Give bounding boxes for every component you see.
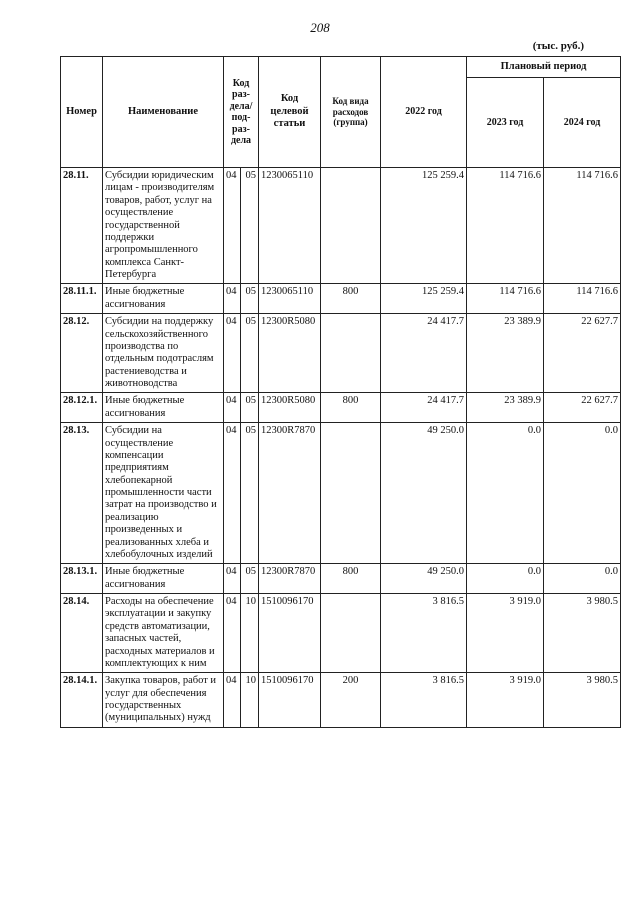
row-subsection-code: 10 xyxy=(241,673,259,728)
row-subsection-code: 10 xyxy=(241,594,259,673)
row-expense-type xyxy=(321,168,381,284)
header-planning-period: Плановый период xyxy=(467,57,621,78)
row-expense-type xyxy=(321,594,381,673)
row-section-code: 04 xyxy=(224,673,241,728)
row-value-2022: 125 259.4 xyxy=(381,168,467,284)
row-target-code: 12300R7870 xyxy=(259,423,321,564)
row-target-code: 1230065110 xyxy=(259,168,321,284)
row-section-code: 04 xyxy=(224,314,241,393)
row-value-2024: 3 980.5 xyxy=(544,594,621,673)
header-name: Наименование xyxy=(103,57,224,168)
row-value-2023: 0.0 xyxy=(467,564,544,594)
row-value-2023: 23 389.9 xyxy=(467,393,544,423)
row-expense-type xyxy=(321,423,381,564)
row-target-code: 12300R7870 xyxy=(259,564,321,594)
row-subsection-code: 05 xyxy=(241,168,259,284)
row-subsection-code: 05 xyxy=(241,284,259,314)
row-value-2024: 22 627.7 xyxy=(544,393,621,423)
row-expense-type: 200 xyxy=(321,673,381,728)
row-target-code: 12300R5080 xyxy=(259,393,321,423)
table-row xyxy=(61,168,621,284)
row-subsection-code: 05 xyxy=(241,393,259,423)
row-subsection-code: 05 xyxy=(241,423,259,564)
row-value-2024: 114 716.6 xyxy=(544,168,621,284)
row-value-2024: 0.0 xyxy=(544,564,621,594)
units-label: (тыс. руб.) xyxy=(532,40,584,52)
header-year-2024: 2024 год xyxy=(544,78,621,168)
row-name: Расходы на обеспечение эксплуатации и закупку средств автоматизации, запасных частей, расходных материалов и комплектующих к ним xyxy=(103,594,224,673)
row-name: Иные бюджетные ассигнования xyxy=(103,393,224,423)
row-subsection-code: 05 xyxy=(241,564,259,594)
row-value-2023: 114 716.6 xyxy=(467,284,544,314)
row-name: Закупка товаров, работ и услуг для обеспечения государственных (муниципальных) нужд xyxy=(103,673,224,728)
row-expense-type xyxy=(321,314,381,393)
row-target-code: 1230065110 xyxy=(259,284,321,314)
row-value-2023: 114 716.6 xyxy=(467,168,544,284)
row-target-code: 12300R5080 xyxy=(259,314,321,393)
row-target-code: 1510096170 xyxy=(259,673,321,728)
header-target-code: Код целевой статьи xyxy=(259,57,321,168)
row-value-2023: 0.0 xyxy=(467,423,544,564)
row-number: 28.12.1. xyxy=(61,393,103,423)
row-value-2024: 22 627.7 xyxy=(544,314,621,393)
row-name: Иные бюджетные ассигнования xyxy=(103,284,224,314)
row-name: Субсидии на поддержку сельскохозяйственного производства по отдельным подотраслям растениеводства и животноводства xyxy=(103,314,224,393)
row-value-2023: 3 919.0 xyxy=(467,594,544,673)
page-number: 208 xyxy=(310,20,330,35)
table-row xyxy=(61,673,621,728)
row-value-2022: 3 816.5 xyxy=(381,673,467,728)
row-expense-type: 800 xyxy=(321,284,381,314)
row-target-code: 1510096170 xyxy=(259,594,321,673)
header-number: Номер xyxy=(61,57,103,168)
row-value-2024: 3 980.5 xyxy=(544,673,621,728)
row-value-2022: 3 816.5 xyxy=(381,594,467,673)
row-section-code: 04 xyxy=(224,393,241,423)
row-number: 28.11.1. xyxy=(61,284,103,314)
row-value-2022: 24 417.7 xyxy=(381,393,467,423)
row-section-code: 04 xyxy=(224,423,241,564)
table-row xyxy=(61,393,621,423)
row-name: Иные бюджетные ассигнования xyxy=(103,564,224,594)
table-row xyxy=(61,284,621,314)
row-value-2023: 23 389.9 xyxy=(467,314,544,393)
table-row xyxy=(61,423,621,564)
row-value-2022: 49 250.0 xyxy=(381,423,467,564)
row-value-2024: 114 716.6 xyxy=(544,284,621,314)
table-row xyxy=(61,314,621,393)
row-expense-type: 800 xyxy=(321,564,381,594)
row-number: 28.13. xyxy=(61,423,103,564)
row-section-code: 04 xyxy=(224,594,241,673)
header-section-code: Код раз-дела/ под-раз-дела xyxy=(224,57,259,168)
row-value-2022: 24 417.7 xyxy=(381,314,467,393)
row-value-2024: 0.0 xyxy=(544,423,621,564)
row-name: Субсидии юридическим лицам - производителям товаров, работ, услуг на осуществление государственной поддержки агропромышленного комплекса Санкт-Петербурга xyxy=(103,168,224,284)
row-number: 28.11. xyxy=(61,168,103,284)
row-number: 28.12. xyxy=(61,314,103,393)
row-name: Субсидии на осуществление компенсации предприятиям хлебопекарной промышленности части затрат на производство и реализацию произведенных и реализованных хлеба и хлебобулочных изделий xyxy=(103,423,224,564)
row-subsection-code: 05 xyxy=(241,314,259,393)
row-section-code: 04 xyxy=(224,564,241,594)
row-section-code: 04 xyxy=(224,168,241,284)
row-number: 28.14. xyxy=(61,594,103,673)
row-value-2022: 49 250.0 xyxy=(381,564,467,594)
table-row xyxy=(61,564,621,594)
row-value-2022: 125 259.4 xyxy=(381,284,467,314)
header-expense-type: Код вида расходов (группа) xyxy=(321,57,381,168)
table-body xyxy=(61,168,621,728)
row-value-2023: 3 919.0 xyxy=(467,673,544,728)
header-year-2023: 2023 год xyxy=(467,78,544,168)
table-header xyxy=(61,57,621,168)
row-number: 28.13.1. xyxy=(61,564,103,594)
budget-table xyxy=(60,56,621,728)
row-number: 28.14.1. xyxy=(61,673,103,728)
row-section-code: 04 xyxy=(224,284,241,314)
table-row xyxy=(61,594,621,673)
header-year-2022: 2022 год xyxy=(381,57,467,168)
row-expense-type: 800 xyxy=(321,393,381,423)
